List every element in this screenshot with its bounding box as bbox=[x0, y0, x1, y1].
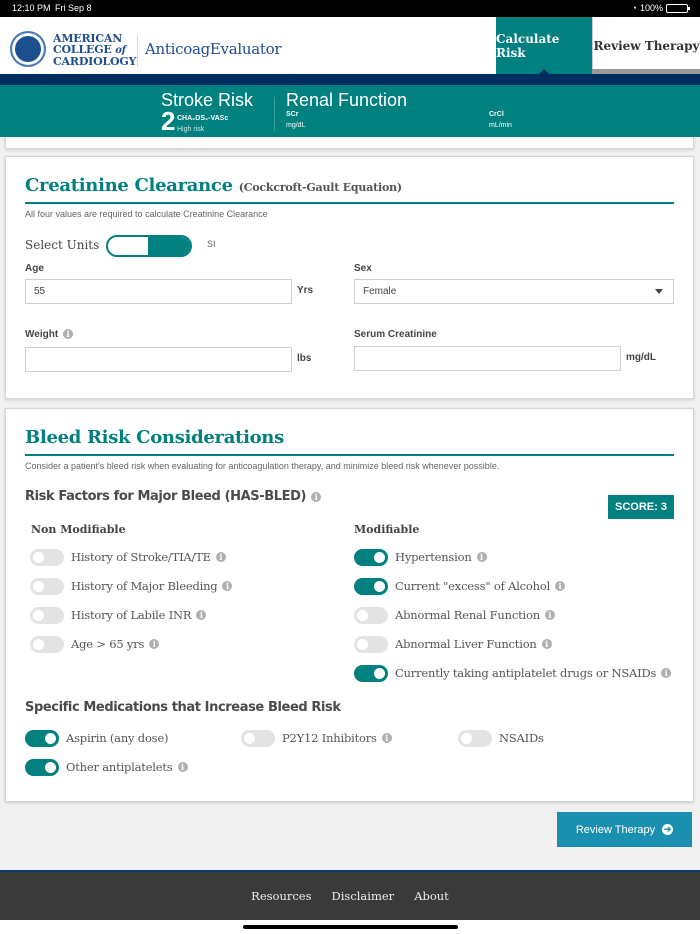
creatinine-section-title bbox=[25, 175, 402, 196]
info-icon[interactable]: i bbox=[196, 610, 206, 620]
risk-summary-bar bbox=[0, 85, 700, 137]
info-icon[interactable]: i bbox=[661, 668, 671, 678]
toggle-aspirin[interactable] bbox=[25, 729, 168, 747]
switch[interactable] bbox=[25, 759, 59, 776]
footer-link-resources[interactable]: Resources bbox=[251, 889, 312, 903]
toggle-abnormal-renal[interactable] bbox=[354, 606, 555, 624]
wifi-icon: ◔ bbox=[631, 3, 637, 13]
footer-link-about[interactable]: About bbox=[414, 889, 449, 903]
info-icon[interactable]: i bbox=[149, 639, 159, 649]
creatinine-subtitle: (Cockcroft-Gault Equation) bbox=[238, 181, 402, 194]
switch[interactable] bbox=[30, 549, 64, 566]
bleed-hint: Consider a patient's bleed risk when evaluating for anticoagulation therapy, and minimize bleed risk whenever possible. bbox=[25, 461, 500, 471]
switch[interactable] bbox=[30, 607, 64, 624]
switch[interactable] bbox=[241, 730, 275, 747]
section-rule bbox=[25, 202, 674, 204]
toggle-label: History of Major Bleeding bbox=[71, 579, 218, 593]
serum-creatinine-input[interactable] bbox=[354, 346, 621, 371]
app-header bbox=[0, 17, 700, 74]
has-bled-info-icon[interactable]: i bbox=[311, 492, 321, 502]
toggle-label: P2Y12 Inhibitors bbox=[282, 731, 377, 745]
toggle-label: Abnormal Liver Function bbox=[395, 637, 537, 651]
weight-input[interactable] bbox=[25, 347, 292, 372]
scr-unit: mg/dL bbox=[286, 122, 306, 129]
creatinine-hint: All four values are required to calculate Creatinine Clearance bbox=[25, 209, 268, 219]
toggle-label: Hypertension bbox=[395, 550, 472, 564]
acc-seal-logo-icon bbox=[10, 31, 46, 67]
status-time: 12:10 PM bbox=[12, 3, 51, 13]
dropdown-arrow-icon bbox=[655, 289, 663, 294]
switch[interactable] bbox=[30, 578, 64, 595]
stroke-risk-score: 2 bbox=[161, 106, 176, 136]
battery-icon bbox=[666, 4, 688, 13]
toggle-labile-inr[interactable] bbox=[30, 606, 206, 624]
scr-label: SCr bbox=[286, 111, 299, 118]
toggle-age-over-65[interactable] bbox=[30, 635, 159, 653]
weight-label: Weight bbox=[25, 329, 59, 340]
info-icon[interactable]: i bbox=[382, 733, 392, 743]
toggle-p2y12[interactable] bbox=[241, 729, 392, 747]
section-rule bbox=[25, 454, 674, 456]
org-line-3: CARDIOLOGY bbox=[53, 55, 137, 68]
footer-link-disclaimer[interactable]: Disclaimer bbox=[331, 889, 395, 903]
weight-label-row bbox=[25, 329, 73, 340]
has-bled-title: Risk Factors for Major Bleed (HAS-BLED) bbox=[25, 489, 307, 504]
arrow-right-circle-icon: ➔ bbox=[663, 824, 672, 834]
info-icon[interactable]: i bbox=[555, 581, 565, 591]
age-unit: Yrs bbox=[297, 285, 314, 296]
org-line-of: of bbox=[115, 45, 126, 56]
units-si-label: SI bbox=[207, 239, 216, 249]
battery-percent: 100% bbox=[639, 3, 663, 13]
toggle-nsaids[interactable] bbox=[458, 729, 544, 747]
toggle-abnormal-liver[interactable] bbox=[354, 635, 552, 653]
toggle-label: Aspirin (any dose) bbox=[66, 731, 169, 745]
creatinine-title: Creatinine Clearance bbox=[25, 175, 233, 196]
review-therapy-button[interactable] bbox=[557, 812, 692, 847]
info-icon[interactable]: i bbox=[542, 639, 552, 649]
toggle-label: Currently taking antiplatelet drugs or NSAIDs bbox=[395, 666, 657, 680]
weight-info-icon[interactable]: i bbox=[63, 329, 73, 339]
toggle-alcohol[interactable] bbox=[354, 577, 565, 595]
sex-select[interactable] bbox=[354, 279, 674, 304]
weight-unit: lbs bbox=[297, 353, 312, 364]
serum-creatinine-label: Serum Creatinine bbox=[354, 329, 437, 340]
info-icon[interactable]: i bbox=[178, 762, 188, 772]
switch[interactable] bbox=[354, 578, 388, 595]
toggle-antiplatelet-nsaids[interactable] bbox=[354, 664, 671, 682]
toggle-label: Current "excess" of Alcohol bbox=[395, 579, 551, 593]
has-bled-score-badge: SCORE: 3 bbox=[608, 495, 674, 519]
app-title: AnticoagEvaluator bbox=[145, 40, 282, 58]
header-divider bbox=[137, 35, 138, 67]
info-icon[interactable]: i bbox=[222, 581, 232, 591]
age-input[interactable]: 55 bbox=[25, 279, 292, 304]
toggle-label: NSAIDs bbox=[499, 731, 544, 745]
switch[interactable] bbox=[30, 636, 64, 653]
info-icon[interactable]: i bbox=[545, 610, 555, 620]
has-bled-heading bbox=[25, 489, 321, 504]
toggle-label: Other antiplatelets bbox=[66, 760, 173, 774]
crcl-label: CrCl bbox=[489, 111, 504, 118]
toggle-label: Age > 65 yrs bbox=[71, 637, 145, 651]
status-bar bbox=[0, 0, 700, 17]
stroke-score-name: CHA₂DS₂-VASc bbox=[177, 115, 229, 122]
toggle-label: History of Labile INR bbox=[71, 608, 192, 622]
toggle-other-antiplatelets[interactable] bbox=[25, 758, 188, 776]
toggle-label: History of Stroke/TIA/TE bbox=[71, 550, 211, 564]
medications-heading: Specific Medications that Increase Bleed Risk bbox=[25, 700, 341, 715]
sex-selected-value: Female bbox=[363, 286, 397, 297]
footer bbox=[0, 870, 700, 920]
toggle-history-stroke[interactable] bbox=[30, 548, 226, 566]
org-line-1: AMERICAN bbox=[53, 32, 123, 45]
age-label: Age bbox=[25, 263, 44, 274]
info-icon[interactable]: i bbox=[477, 552, 487, 562]
switch[interactable] bbox=[458, 730, 492, 747]
status-right bbox=[632, 3, 688, 13]
select-units-label: Select Units bbox=[25, 238, 100, 252]
sex-label: Sex bbox=[354, 263, 372, 274]
summary-divider bbox=[274, 97, 275, 131]
crcl-unit: mL/min bbox=[489, 122, 512, 129]
nav-band bbox=[0, 74, 700, 85]
switch[interactable] bbox=[354, 549, 388, 566]
org-line-2: COLLEGE bbox=[53, 43, 112, 56]
creatinine-clearance-card bbox=[5, 156, 694, 399]
status-date: Fri Sep 8 bbox=[55, 3, 92, 13]
toggle-history-major-bleeding[interactable] bbox=[30, 577, 232, 595]
stroke-risk-title: Stroke Risk bbox=[161, 90, 254, 110]
serum-creatinine-unit: mg/dL bbox=[626, 352, 656, 363]
home-indicator[interactable] bbox=[243, 925, 458, 929]
renal-function-title: Renal Function bbox=[286, 90, 408, 110]
bleed-section-title: Bleed Risk Considerations bbox=[25, 427, 284, 448]
previous-card-bottom bbox=[5, 137, 694, 149]
switch[interactable] bbox=[25, 730, 59, 747]
info-icon[interactable]: i bbox=[216, 552, 226, 562]
units-toggle[interactable] bbox=[106, 235, 192, 257]
bleed-risk-card bbox=[5, 408, 694, 802]
review-therapy-label: Review Therapy bbox=[575, 823, 656, 836]
tab-calculate-risk[interactable]: Calculate Risk bbox=[496, 17, 592, 74]
switch[interactable] bbox=[354, 665, 388, 682]
stroke-risk-level: High risk bbox=[177, 126, 205, 133]
toggle-hypertension[interactable] bbox=[354, 548, 487, 566]
switch[interactable] bbox=[354, 607, 388, 624]
tab-review-therapy[interactable]: Review Therapy bbox=[592, 17, 700, 74]
modifiable-heading: Modifiable bbox=[354, 523, 420, 536]
non-modifiable-heading: Non Modifiable bbox=[31, 523, 126, 536]
toggle-label: Abnormal Renal Function bbox=[395, 608, 540, 622]
switch[interactable] bbox=[354, 636, 388, 653]
org-logo-text bbox=[53, 33, 136, 67]
